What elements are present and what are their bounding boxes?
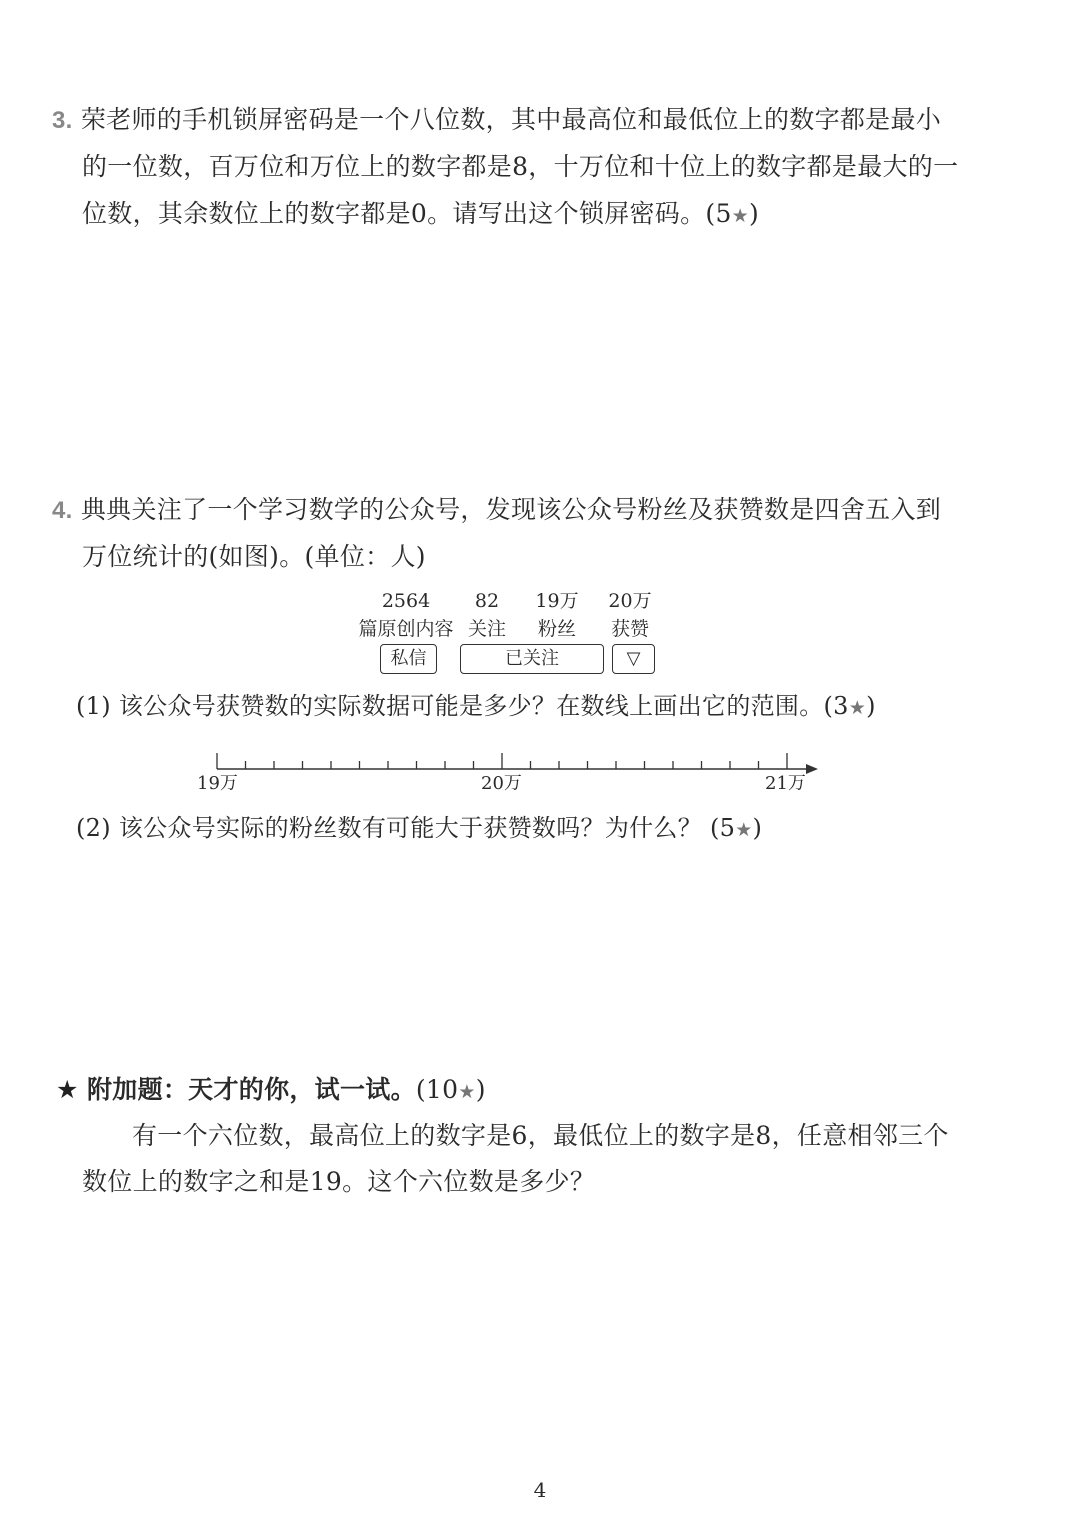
stat-value: 20万 — [608, 590, 652, 612]
stat-likes — [600, 589, 660, 641]
stat-value: 19万 — [535, 590, 579, 612]
sub-question-2-text: (2) 该公众号实际的粉丝数有可能大于获赞数吗？为什么？ (5 — [76, 814, 736, 842]
number-line-label-start: 19万 — [197, 773, 238, 794]
question-3-line-3 — [82, 198, 759, 232]
number-line-label-middle: 20万 — [481, 773, 522, 794]
question-3-text-1: 荣老师的手机锁屏密码是一个八位数，其中最高位和最低位上的数字都是最小 — [80, 105, 942, 134]
sub-question-2 — [76, 812, 762, 846]
question-3-text-3: 位数，其余数位上的数字都是0。请写出这个锁屏密码。(5 — [82, 199, 732, 228]
question-3-line-2: 的一位数，百万位和万位上的数字都是8，十万位和十位上的数字都是最大的一 — [82, 152, 959, 181]
stat-fans — [527, 589, 587, 641]
number-line-ticks — [217, 753, 787, 769]
question-4-number: 4. — [52, 497, 73, 524]
question-3-number: 3. — [52, 107, 73, 134]
score-star-icon: ★ — [848, 697, 867, 719]
score-star-icon: ★ — [731, 205, 750, 227]
score-close: ) — [752, 814, 763, 842]
score-close: ) — [749, 199, 760, 228]
question-4-line-1 — [52, 494, 941, 527]
stat-following — [462, 589, 512, 641]
bonus-title — [56, 1074, 486, 1108]
bonus-star-icon: ★ — [56, 1075, 79, 1104]
arrow-right-icon — [806, 764, 818, 774]
sub-question-1-text: (1) 该公众号获赞数的实际数据可能是多少？在数线上画出它的范围。(3 — [76, 692, 849, 720]
score-close: ) — [866, 692, 876, 720]
stat-label: 获赞 — [610, 618, 649, 640]
follow-button[interactable]: 已关注 — [460, 644, 604, 674]
message-button[interactable]: 私信 — [380, 644, 437, 674]
stat-articles — [350, 589, 462, 641]
stat-value: 2564 — [381, 590, 431, 612]
score-star-icon: ★ — [458, 1081, 476, 1103]
sub-question-1 — [76, 690, 876, 724]
bonus-title-text: 附加题：天才的你，试一试。 — [86, 1075, 416, 1104]
question-4-line-2: 万位统计的(如图)。(单位：人) — [82, 542, 426, 571]
score-close: ) — [475, 1075, 486, 1104]
menu-dropdown-button[interactable]: ▽ — [612, 644, 655, 674]
question-3-line-1 — [52, 104, 941, 137]
stat-label: 篇原创内容 — [358, 618, 454, 640]
bonus-line-1: 有一个六位数，最高位上的数字是6，最低位上的数字是8，任意相邻三个 — [132, 1121, 949, 1150]
score-star-icon: ★ — [735, 819, 753, 841]
question-4-text-1: 典典关注了一个学习数学的公众号，发现该公众号粉丝及获赞数是四舍五入到 — [80, 495, 942, 524]
bonus-line-2: 数位上的数字之和是19。这个六位数是多少？ — [82, 1167, 596, 1196]
stat-label: 关注 — [467, 618, 506, 640]
page-number: 4 — [533, 1478, 547, 1502]
number-line-label-end: 21万 — [765, 773, 806, 794]
bonus-score: (10 — [415, 1075, 459, 1104]
stat-label: 粉丝 — [537, 618, 576, 640]
stat-value: 82 — [474, 590, 500, 612]
